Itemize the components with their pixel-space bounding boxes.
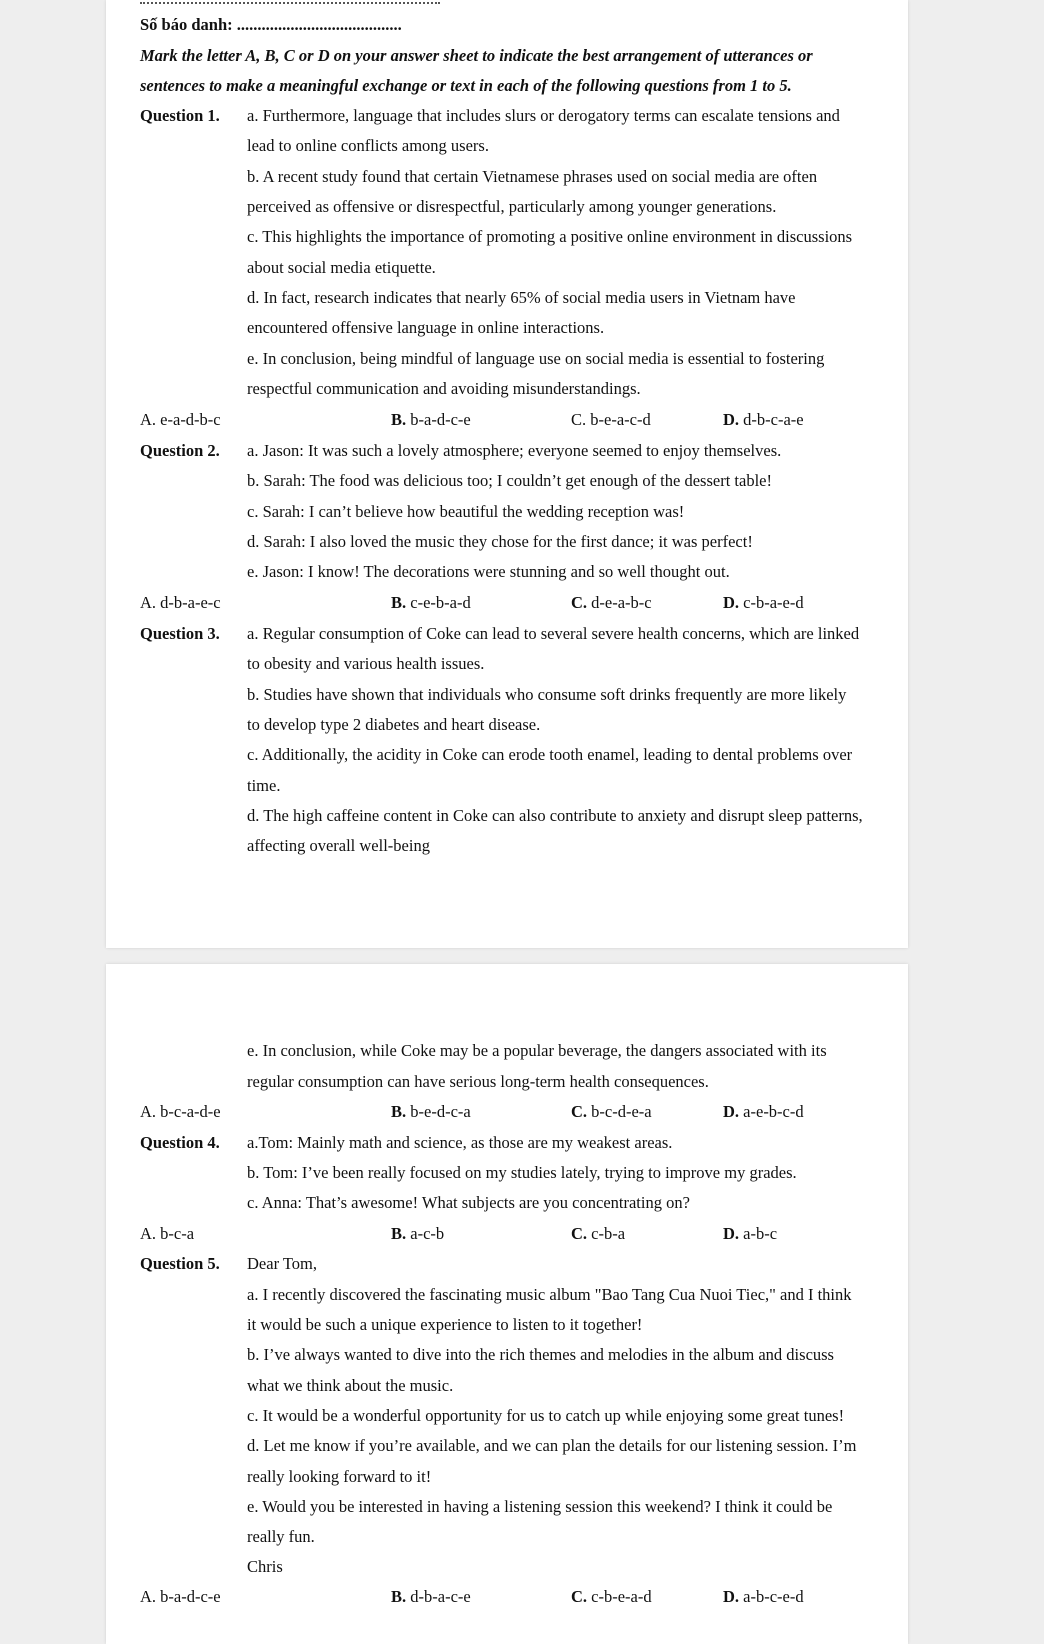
candidate-number-label: Số báo danh:: [140, 15, 233, 34]
question-5-line: c. It would be a wonderful opportunity for us to catch up while enjoying some great tunes!: [247, 1406, 845, 1425]
question-3-line: b. Studies have shown that individuals who consume soft drinks frequently are more likely: [247, 685, 847, 704]
cut-off-header-line: [140, 0, 440, 4]
question-4-label: Question 4.: [140, 1133, 220, 1152]
option-text: d-b-a-e-c: [160, 593, 221, 612]
question-1-line: respectful communication and avoiding misunderstandings.: [247, 379, 641, 398]
question-5-line: it would be such a unique experience to listen to it together!: [247, 1315, 643, 1334]
question-5-line: what we think about the music.: [247, 1376, 454, 1395]
question-1-option-d[interactable]: [723, 410, 804, 430]
option-letter: B.: [391, 1102, 407, 1121]
question-5-line: b. I’ve always wanted to dive into the rich themes and melodies in the album and discuss: [247, 1345, 834, 1364]
question-1-option-a[interactable]: [140, 410, 221, 430]
question-1-line: c. This highlights the importance of promoting a positive online environment in discussions: [247, 227, 853, 246]
option-text: a-e-b-c-d: [743, 1102, 804, 1121]
option-text: a-b-c-e-d: [743, 1587, 804, 1606]
option-letter: D.: [723, 593, 740, 612]
question-2-option-a[interactable]: [140, 593, 221, 613]
question-2-label: Question 2.: [140, 441, 220, 460]
option-text: b-c-d-e-a: [591, 1102, 652, 1121]
candidate-number-row: [140, 15, 402, 35]
question-1-line: encountered offensive language in online interactions.: [247, 318, 605, 337]
question-3-line: to obesity and various health issues.: [247, 654, 485, 673]
option-text: b-c-a: [160, 1224, 195, 1243]
option-letter: D.: [723, 1102, 740, 1121]
option-letter: D.: [723, 410, 740, 429]
question-5-option-c[interactable]: [571, 1587, 652, 1607]
option-text: d-b-a-c-e: [410, 1587, 471, 1606]
option-letter: A.: [140, 593, 157, 612]
option-letter: B.: [391, 410, 407, 429]
option-text: c-e-b-a-d: [410, 593, 471, 612]
question-3-line: c. Additionally, the acidity in Coke can erode tooth enamel, leading to dental problems over: [247, 745, 853, 764]
question-2-option-d[interactable]: [723, 593, 804, 613]
question-4-option-b[interactable]: [391, 1224, 444, 1244]
question-4-option-d[interactable]: [723, 1224, 777, 1244]
option-letter: B.: [391, 593, 407, 612]
question-2-option-b[interactable]: [391, 593, 471, 613]
option-letter: A.: [140, 410, 157, 429]
question-4-line: c. Anna: That’s awesome! What subjects are you concentrating on?: [247, 1193, 690, 1212]
question-5-line: a. I recently discovered the fascinating music album "Bao Tang Cua Nuoi Tiec," and I think: [247, 1285, 852, 1304]
option-letter: C.: [571, 410, 587, 429]
question-2-option-c[interactable]: [571, 593, 652, 613]
option-letter: B.: [391, 1224, 407, 1243]
question-5-option-b[interactable]: [391, 1587, 471, 1607]
question-1-option-b[interactable]: [391, 410, 471, 430]
exam-page-1: [106, 0, 908, 948]
option-letter: A.: [140, 1587, 157, 1606]
question-3-line: d. The high caffeine content in Coke can also contribute to anxiety and disrupt sleep patterns,: [247, 806, 863, 825]
option-letter: D.: [723, 1224, 740, 1243]
question-1-line: d. In fact, research indicates that nearly 65% of social media users in Vietnam have: [247, 288, 796, 307]
question-3-option-b[interactable]: [391, 1102, 471, 1122]
option-text: c-b-a-e-d: [743, 593, 804, 612]
question-3-option-c[interactable]: [571, 1102, 652, 1122]
question-3-line: regular consumption can have serious long-term health consequences.: [247, 1072, 709, 1091]
option-text: c-b-e-a-d: [591, 1587, 652, 1606]
question-1-line: a. Furthermore, language that includes slurs or derogatory terms can escalate tensions and: [247, 106, 840, 125]
question-5-label: Question 5.: [140, 1254, 220, 1273]
question-1-line: e. In conclusion, being mindful of language use on social media is essential to fostering: [247, 349, 825, 368]
question-3-label: Question 3.: [140, 624, 220, 643]
option-letter: D.: [723, 1587, 740, 1606]
question-4-option-c[interactable]: [571, 1224, 625, 1244]
question-5-option-a[interactable]: [140, 1587, 221, 1607]
instructions-line-1: Mark the letter A, B, C or D on your answer sheet to indicate the best arrangement of utterances or: [140, 46, 813, 65]
question-3-line: e. In conclusion, while Coke may be a popular beverage, the dangers associated with its: [247, 1041, 827, 1060]
question-3-line: affecting overall well-being: [247, 836, 430, 855]
question-2-line: e. Jason: I know! The decorations were stunning and so well thought out.: [247, 562, 730, 581]
option-text: d-e-a-b-c: [591, 593, 652, 612]
question-5-signature: Chris: [247, 1557, 283, 1576]
question-3-option-a[interactable]: [140, 1102, 221, 1122]
option-text: d-b-c-a-e: [743, 410, 804, 429]
option-text: b-e-a-c-d: [590, 410, 651, 429]
question-1-line: about social media etiquette.: [247, 258, 436, 277]
question-2-line: d. Sarah: I also loved the music they chose for the first dance; it was perfect!: [247, 532, 753, 551]
option-letter: C.: [571, 1224, 588, 1243]
option-letter: C.: [571, 1102, 588, 1121]
question-5-option-d[interactable]: [723, 1587, 804, 1607]
option-letter: A.: [140, 1102, 157, 1121]
option-letter: C.: [571, 593, 588, 612]
question-4-line: b. Tom: I’ve been really focused on my studies lately, trying to improve my grades.: [247, 1163, 797, 1182]
option-text: c-b-a: [591, 1224, 626, 1243]
option-text: a-b-c: [743, 1224, 778, 1243]
question-1-line: perceived as offensive or disrespectful, particularly among younger generations.: [247, 197, 777, 216]
question-3-option-d[interactable]: [723, 1102, 804, 1122]
question-1-line: b. A recent study found that certain Vietnamese phrases used on social media are often: [247, 167, 818, 186]
question-3-line: a. Regular consumption of Coke can lead to several severe health concerns, which are linked: [247, 624, 860, 643]
option-text: b-a-d-c-e: [160, 1587, 221, 1606]
instructions-line-2: sentences to make a meaningful exchange or text in each of the following questions from 1 to 5.: [140, 76, 792, 95]
option-letter: B.: [391, 1587, 407, 1606]
option-text: b-a-d-c-e: [410, 410, 471, 429]
question-4-line: a.Tom: Mainly math and science, as those are my weakest areas.: [247, 1133, 673, 1152]
question-5-line: really fun.: [247, 1527, 315, 1546]
option-letter: C.: [571, 1587, 588, 1606]
question-5-line: really looking forward to it!: [247, 1467, 432, 1486]
candidate-number-dots: ........................................: [236, 15, 402, 34]
question-3-line: time.: [247, 776, 281, 795]
question-1-option-c[interactable]: [571, 410, 651, 430]
option-letter: A.: [140, 1224, 157, 1243]
option-text: b-c-a-d-e: [160, 1102, 221, 1121]
option-text: a-c-b: [410, 1224, 445, 1243]
question-2-line: a. Jason: It was such a lovely atmosphere; everyone seemed to enjoy themselves.: [247, 441, 782, 460]
question-5-line: d. Let me know if you’re available, and we can plan the details for our listening session. I’m: [247, 1436, 857, 1455]
question-4-option-a[interactable]: [140, 1224, 194, 1244]
exam-page-2: [106, 964, 908, 1644]
question-2-line: b. Sarah: The food was delicious too; I couldn’t get enough of the dessert table!: [247, 471, 772, 490]
question-2-line: c. Sarah: I can’t believe how beautiful the wedding reception was!: [247, 502, 685, 521]
question-3-line: to develop type 2 diabetes and heart disease.: [247, 715, 541, 734]
question-5-line: e. Would you be interested in having a listening session this weekend? I think it could be: [247, 1497, 833, 1516]
option-text: e-a-d-b-c: [160, 410, 221, 429]
question-5-line: Dear Tom,: [247, 1254, 318, 1273]
question-1-line: lead to online conflicts among users.: [247, 136, 489, 155]
question-1-label: Question 1.: [140, 106, 220, 125]
option-text: b-e-d-c-a: [410, 1102, 471, 1121]
